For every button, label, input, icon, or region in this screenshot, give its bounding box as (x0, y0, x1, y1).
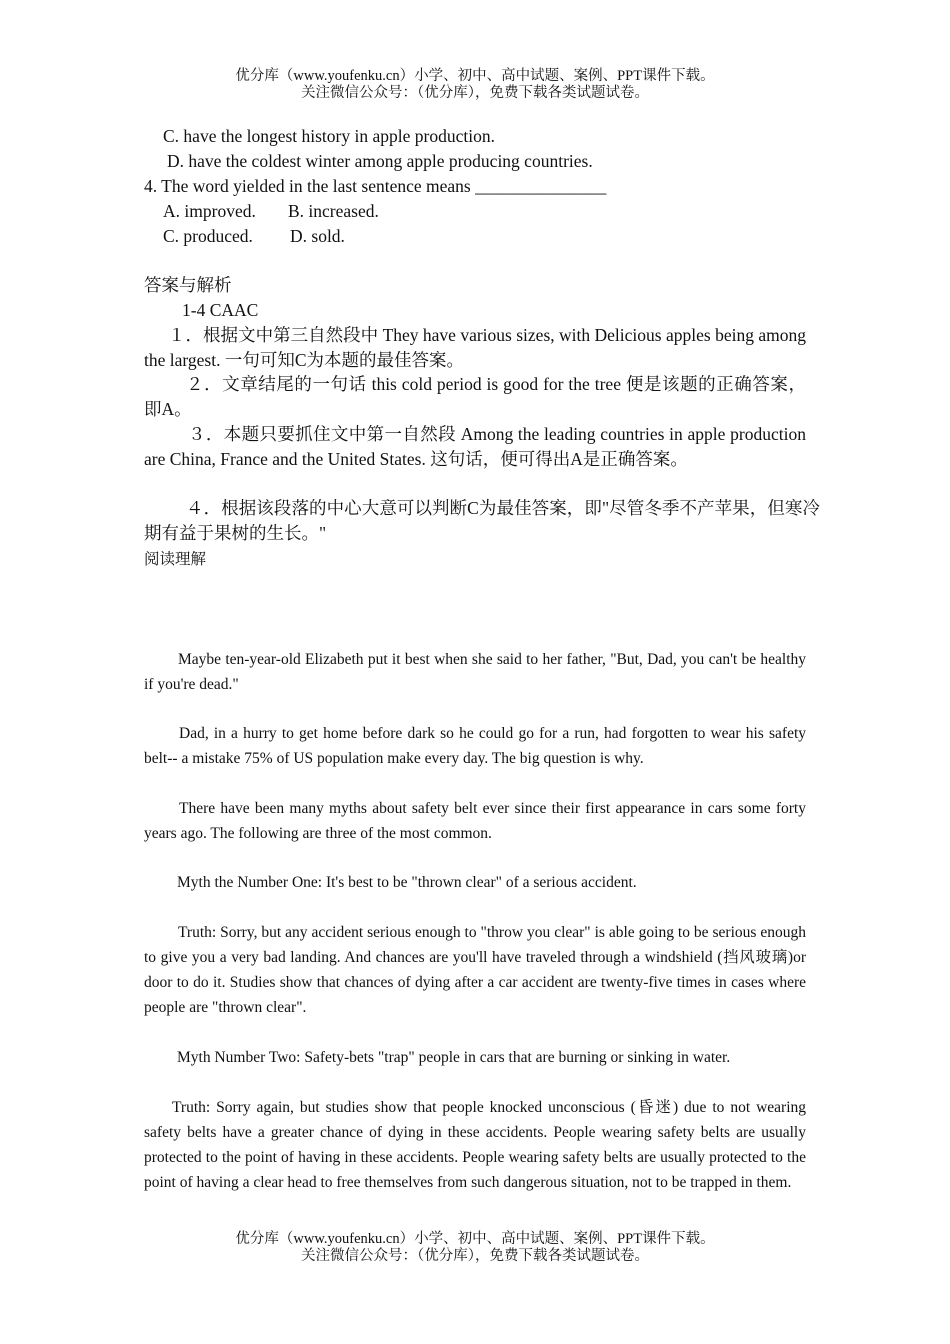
reading-paragraph-7: Truth: Sorry again, but studies show that people knocked unconscious (昏迷) due to not wearing safety belts have a greater chance of dying in these accidents. People wearing safety belts are usually protected to the point of having in these accidents. People wearing safety belts are usually protected to the point of having a clear head to free themselves from such dangerous situation, not to be trapped in them. (144, 1099, 806, 1191)
footer-line-2: 关注微信公众号：（优分库），免费下载各类试题试卷。 (301, 1248, 649, 1264)
header-line-1: 优分库（www.youfenku.cn）小学、初中、高中试题、案例、PPT课件下载。 (235, 68, 715, 84)
q4-option-b: B. increased. (288, 201, 379, 221)
q4-option-d: D. sold. (290, 226, 345, 246)
reading-paragraph-6: Myth Number Two: Safety-bets "trap" people in cars that are burning or sinking in water. (177, 1049, 731, 1066)
page-footer (0, 1231, 950, 1265)
page-header (0, 68, 950, 102)
reading-paragraph-3: There have been many myths about safety belt ever since their first appearance in cars some forty years ago. The following are three of the most common. (144, 800, 806, 842)
explanation-4: ４．根据该段落的中心大意可以判断C为最佳答案，即"尽管冬季不产苹果，但寒冷期有益于果树的生长。" (144, 498, 820, 543)
q3-option-c: C. have the longest history in apple production. (163, 126, 495, 146)
footer-line-1: 优分库（www.youfenku.cn）小学、初中、高中试题、案例、PPT课件下载。 (235, 1231, 715, 1247)
answer-key: 1-4 CAAC (182, 300, 259, 320)
header-line-2: 关注微信公众号：（优分库），免费下载各类试题试卷。 (301, 85, 649, 101)
explanation-2: ２．文章结尾的一句话 this cold period is good for the tree 便是该题的正确答案，即A。 (144, 374, 806, 419)
reading-paragraph-4: Myth the Number One: It's best to be "thrown clear" of a serious accident. (177, 874, 637, 891)
reading-heading: 阅读理解 (144, 551, 207, 568)
q4-option-a: A. improved. (163, 201, 256, 221)
reading-paragraph-2: Dad, in a hurry to get home before dark so he could go for a run, had forgotten to wear his safety belt-- a mistake 75% of US population make every day. The big question is why. (144, 725, 806, 767)
reading-paragraph-5: Truth: Sorry, but any accident serious enough to "throw you clear" is able going to be serious enough to give you a very bad landing. And chances are you'll have traveled through a windshield (挡风玻璃)or door to do it. Studies show that chances of dying after a car accident are twenty-five times in cases where people are "thrown clear". (144, 924, 806, 1016)
explanation-3: ３．本题只要抓住文中第一自然段 Among the leading countries in apple production are China, France and the United States. 这句话，便可得出A是正确答案。 (144, 424, 806, 469)
q4-option-c: C. produced. (163, 226, 253, 246)
answers-heading: 答案与解析 (144, 275, 232, 295)
explanation-1: １．根据文中第三自然段中 They have various sizes, with Delicious apples being among the largest. 一句可知C为本题的最佳答案。 (144, 325, 806, 370)
q4-stem: 4. The word yielded in the last sentence means _______________ (144, 176, 607, 196)
reading-paragraph-1: Maybe ten-year-old Elizabeth put it best when she said to her father, "But, Dad, you can't be healthy if you're dead." (144, 651, 806, 693)
q3-option-d: D. have the coldest winter among apple producing countries. (167, 151, 593, 171)
